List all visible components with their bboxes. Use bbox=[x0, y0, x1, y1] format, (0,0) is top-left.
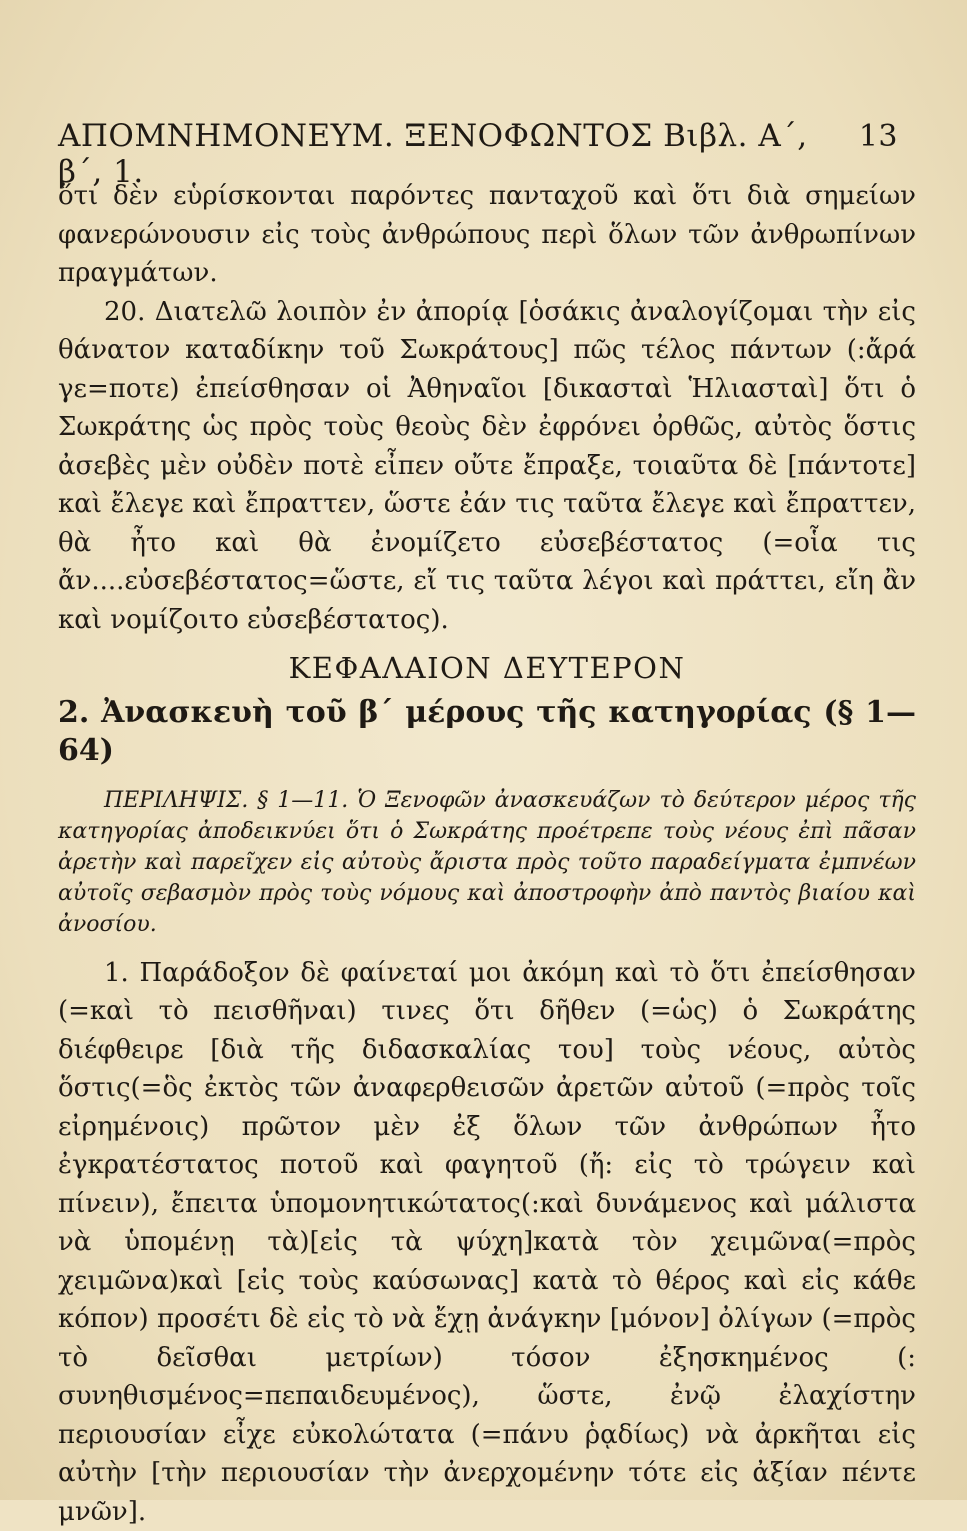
page-number: 13 bbox=[859, 119, 898, 154]
continuation-paragraph: ὅτι δὲν εὑρίσκονται παρόντες πανταχοῦ καὶ ὅτι διὰ σημείων φανερώνουσιν εἰς τοὺς ἀνθρώπους περὶ ὅλων τῶν ἀνθρωπίνων πραγμάτων. bbox=[58, 177, 916, 293]
paragraph-20: 20. Διατελῶ λοιπὸν ἐν ἀπορίᾳ [ὁσάκις ἀναλογίζομαι τὴν εἰς θάνατον καταδίκην τοῦ Σωκράτους] πῶς τέλος πάντων (:ἄρά γε=ποτε) ἐπείσθησαν οἱ Ἀθηναῖοι [δικασταὶ Ἡλιασταὶ] ὅτι ὁ Σωκράτης ὡς πρὸς τοὺς θεοὺς δὲν ἐφρόνει ὀρθῶς, αὐτὸς ὅστις ἀσεβὲς μὲν οὐδὲν ποτὲ εἶπεν οὔτε ἔπραξε, τοιαῦτα δὲ [πάντοτε] καὶ ἔλεγε καὶ ἔπραττεν, ὥστε ἐάν τις ταῦτα ἔλεγε καὶ ἔπραττεν, θὰ ἦτο καὶ θὰ ἐνομίζετο εὐσεβέστατος (=οἷα τις ἄν....εὐσεβέστατος=ὥστε, εἴ τις ταῦτα λέγοι καὶ πράττει, εἴη ἂν καὶ νομίζοιτο εὐσεβέστατος). bbox=[58, 293, 916, 640]
section-heading: 2. Ἀνασκευὴ τοῦ β΄ μέρους τῆς κατηγορίας (§ 1—64) bbox=[58, 694, 916, 771]
running-title: ΑΠΟΜΝΗΜΟΝΕΥΜ. ΞΕΝΟΦΩΝΤΟΣ Βιβλ. Α΄, β΄, 1. bbox=[58, 118, 859, 190]
chapter-title: ΚΕΦΑΛΑΙΟΝ ΔΕΥΤΕΡΟΝ bbox=[58, 649, 916, 688]
paragraph-1: 1. Παράδοξον δὲ φαίνεταί μοι ἀκόμη καὶ τὸ ὅτι ἐπείσθησαν (=καὶ τὸ πεισθῆναι) τινες ὅτι δῆθεν (=ὡς) ὁ Σωκράτης διέφθειρε [διὰ τῆς διδασκαλίας του] τοὺς νέους, αὐτὸς ὅστις(=ὃς ἐκτὸς τῶν ἀναφερθεισῶν ἀρετῶν αὐτοῦ (=πρὸς τοῖς εἰρημένοις) πρῶτον μὲν ἐξ ὅλων τῶν ἀνθρώπων ἦτο ἐγκρατέστατος ποτοῦ καὶ φαγητοῦ (ἤ: εἰς τὸ τρώγειν καὶ πίνειν), ἔπειτα ὑπομονητικώτατος(:καὶ δυνάμενος καὶ μάλιστα νὰ ὑπομένῃ τὰ)[εἰς τὰ ψύχη]κατὰ τὸν χειμῶνα(=πρὸς χειμῶνα)καὶ [εἰς τοὺς καύσωνας] κατὰ τὸ θέρος καὶ εἰς κάθε κόπον) προσέτι δὲ εἰς τὸ νὰ ἔχῃ ἀνάγκην [μόνον] ὀλίγων (=πρὸς τὸ δεῖσθαι μετρίων) τόσον ἐξησκημένος (: συνηθισμένος=πεπαιδευμένος), ὥστε, ἐνῷ ἐλαχίστην περιουσίαν εἶχε εὐκολώτατα (=πάνυ ῥᾳδίως) νὰ ἀρκῆται εἰς αὐτὴν [τὴν περιουσίαν τὴν ἀνερχομένην τότε εἰς ἀξίαν πέντε μνῶν]. bbox=[58, 954, 916, 1531]
body-text bbox=[58, 177, 916, 1531]
summary: ΠΕΡΙΛΗΨΙΣ. § 1—11. Ὁ Ξενοφῶν ἀνασκευάζων τὸ δεύτερον μέρος τῆς κατηγορίας ἀποδεικνύει ὅτι ὁ Σωκράτης προέτρεπε τοὺς νέους ἐπὶ πᾶσαν ἀρετὴν καὶ παρεῖχεν εἰς αὐτοὺς ἄριστα πρὸς τοῦτο παραδείγματα ἐμπνέων αὐτοῖς σεβασμὸν πρὸς τοὺς νόμους καὶ ἀποστροφὴν ἀπὸ παντὸς βιαίου καὶ ἀνοσίου. bbox=[58, 785, 916, 940]
